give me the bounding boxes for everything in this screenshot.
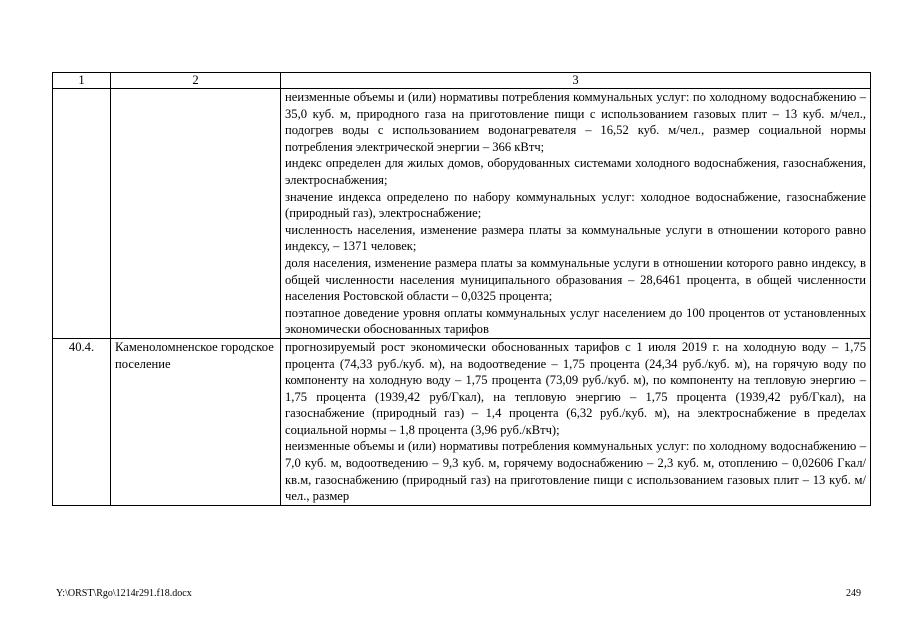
paragraph: индекс определен для жилых домов, оборудованных системами холодного водоснабжения, газоснабжения, электроснабжения; [285,156,866,187]
paragraph: поэтапное доведение уровня оплаты коммунальных услуг населением до 100 процентов от установленных экономически обоснованных тарифов [285,305,866,337]
table-row [53,338,871,505]
header-col-2: 2 [111,73,281,89]
footer-file-path: Y:\ORST\Rgo\1214r291.f18.docx [56,588,192,599]
table-row [53,89,871,339]
paragraph: численность населения, изменение размера платы за коммунальные услуги в отношении которого равно индексу, – 1371 человек; [285,222,866,254]
paragraph: доля населения, изменение размера платы за коммунальные услуги в отношении которого равно индексу, в общей численности населения муниципального образования – 28,6461 процента, в общей численности населения Ростовской области – 0,0325 процента; [285,255,866,304]
paragraph: прогнозируемый рост экономически обоснованных тарифов с 1 июля 2019 г. на холодную воду – 1,75 процента (74,33 руб./куб. м), на водоотведение – 1,75 процента (24,34 руб./куб. м), на горячую воду по компоненту на холодную воду – 1,75 процента (73,09 руб./куб. м), по компоненту на тепловую энергию – 1,75 процента (1939,42 руб/Гкал), на тепловую энергию – 1,75 процента (1939,42 руб/Гкал), на газоснабжение (природный газ) – 1,4 процента (6,32 руб./куб. м), на электроснабжение в пределах социальной нормы – 1,8 процента (3,96 руб./кВтч); [285,339,866,437]
row-description [281,338,871,505]
header-col-3: 3 [281,73,871,89]
tariff-table [52,72,871,506]
header-col-1: 1 [53,73,111,89]
paragraph: неизменные объемы и (или) нормативы потребления коммунальных услуг: по холодному водоснабжению – 35,0 куб. м, природного газа на приготовление пищи с использованием газовых плит – 13 куб. м/чел., подогрев воды с использованием водонагревателя – 16,52 куб. м/чел., размер социальной нормы потребления электрической энергии – 366 кВтч; [285,90,866,154]
paragraph: неизменные объемы и (или) нормативы потребления коммунальных услуг: по холодному водоснабжению – 7,0 куб. м, водоотведению – 9,3 куб. м, горячему водоснабжению – 2,3 куб. м, отоплению – 0,02606 Гкал/кв.м, газоснабжению (природный газ) на приготовление пищи с использованием газовых плит – 13 куб. м/чел., размер [285,439,866,504]
paragraph: значение индекса определено по набору коммунальных услуг: холодное водоснабжение, газоснабжение (природный газ), электроснабжение; [285,189,866,221]
row-number [53,89,111,339]
footer-page-number: 249 [846,588,861,599]
row-description [281,89,871,339]
table-header-row [53,73,871,89]
row-number: 40.4. [53,338,111,505]
row-settlement-name [111,89,281,339]
row-settlement-name: Каменоломненское городское поселение [111,338,281,505]
